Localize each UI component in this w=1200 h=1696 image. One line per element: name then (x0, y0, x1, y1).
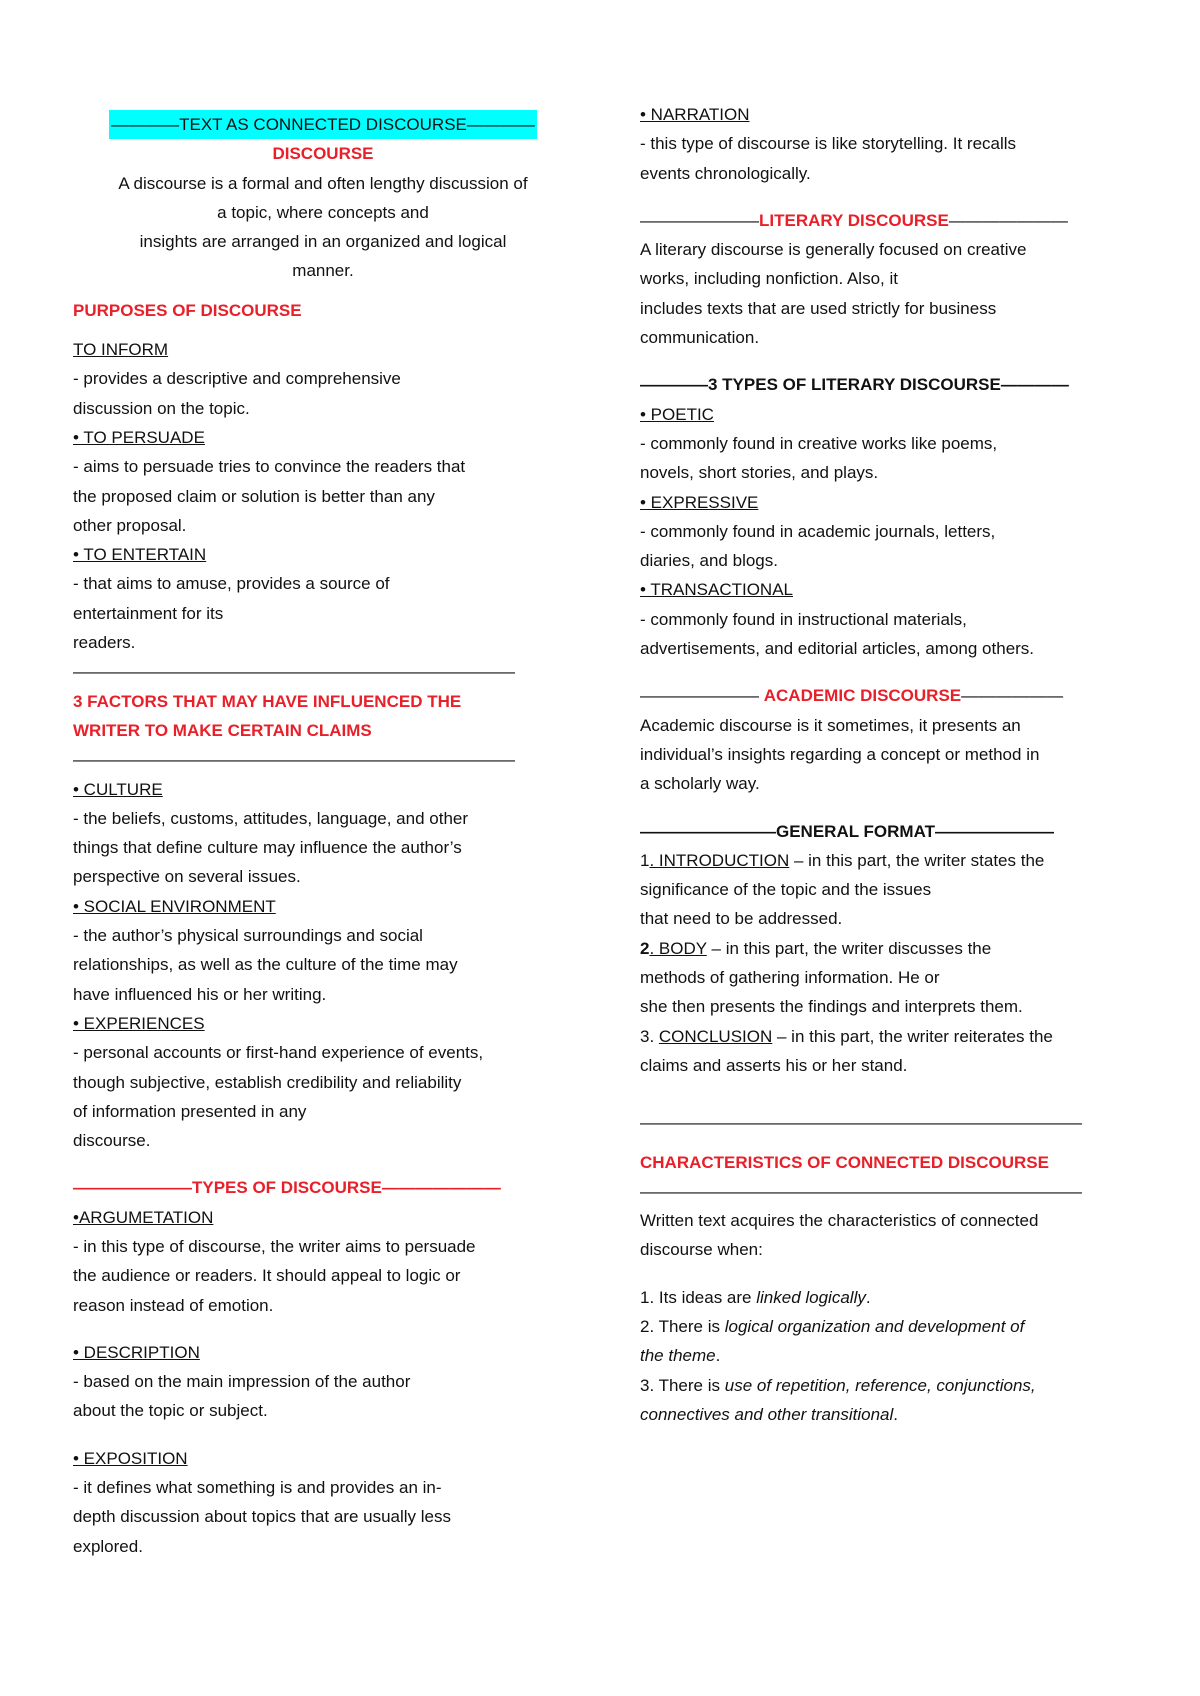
transactional-text: - commonly found in instructional materials, (640, 609, 967, 629)
format-item-text: – in this part, the writer reiterates the (772, 1026, 1053, 1046)
rule-dash: ——————— (948, 210, 1068, 230)
entertain-text: entertainment for its (73, 603, 224, 623)
format-item-body (640, 934, 1140, 963)
divider: —————————————————————————— (640, 1113, 1082, 1133)
format-item-conclusion (640, 1022, 1140, 1051)
purposes-heading: PURPOSES OF DISCOURSE (73, 300, 302, 320)
format-item-text: – in this part, the writer states the (789, 850, 1045, 870)
academic-text: Academic discourse is it sometimes, it presents an (640, 715, 1021, 735)
characteristic-item-cont (640, 1341, 1140, 1370)
expressive-text: - commonly found in academic journals, letters, (640, 521, 996, 541)
description-text: about the topic or subject. (73, 1401, 268, 1421)
academic-heading (640, 681, 1140, 710)
social-text: have influenced his or her writing. (73, 984, 327, 1004)
experiences-text: of information presented in any (73, 1101, 307, 1121)
discourse-def-line: A discourse is a formal and often lengthy discussion of (118, 173, 528, 193)
literary-text: A literary discourse is generally focused on creative (640, 240, 1027, 260)
exposition-text: explored. (73, 1536, 143, 1556)
types-heading: ———————TYPES OF DISCOURSE——————— (73, 1178, 501, 1198)
transactional-text: advertisements, and editorial articles, among others. (640, 639, 1035, 659)
format-item-number: 2 (640, 938, 650, 958)
narration-label: • NARRATION (640, 105, 750, 124)
characteristic-emphasis: use of repetition, reference, conjunctions, (724, 1375, 1036, 1395)
discourse-def-line: manner. (292, 261, 354, 281)
format-item-label: . BODY (649, 938, 707, 958)
literary-heading-text: LITERARY DISCOURSE (759, 210, 949, 230)
persuade-text: - aims to persuade tries to convince the readers that (73, 457, 466, 477)
divider: —————————————————————————— (73, 750, 515, 770)
academic-heading-text: ACADEMIC DISCOURSE (763, 686, 962, 706)
characteristic-emphasis: the theme (640, 1346, 716, 1366)
format-item-number: 3. (640, 1026, 659, 1046)
argumentation-text: reason instead of emotion. (73, 1295, 274, 1315)
three-types-heading: ————3 TYPES OF LITERARY DISCOURSE———— (640, 375, 1069, 395)
left-column (73, 102, 573, 1561)
format-item-text: significance of the topic and the issues (640, 880, 932, 900)
characteristic-text: 2. There is (640, 1316, 725, 1336)
experiences-label: • EXPERIENCES (73, 1013, 205, 1033)
expressive-text: diaries, and blogs. (640, 551, 778, 571)
social-text: relationships, as well as the culture of the time may (73, 955, 458, 975)
poetic-text: - commonly found in creative works like poems, (640, 433, 998, 453)
persuade-text: other proposal. (73, 515, 187, 535)
format-item-text: methods of gathering information. He or (640, 968, 940, 988)
characteristic-emphasis: connectives and other transitional (640, 1404, 894, 1424)
characteristic-emphasis: linked logically (756, 1287, 866, 1307)
persuade-text: the proposed claim or solution is better than any (73, 486, 435, 506)
entertain-text: - that aims to amuse, provides a source of (73, 574, 390, 594)
inform-text: - provides a descriptive and comprehensive (73, 369, 401, 389)
format-item-text: she then presents the findings and interprets them. (640, 997, 1023, 1017)
format-item-label: . INTRODUCTION (649, 850, 790, 870)
inform-text: discussion on the topic. (73, 398, 250, 418)
academic-text: individual’s insights regarding a concept or method in (640, 744, 1040, 764)
characteristic-text: 3. There is (640, 1375, 725, 1395)
literary-text: communication. (640, 328, 760, 348)
narration-text: events chronologically. (640, 163, 811, 183)
right-column (640, 100, 1140, 1429)
characteristics-heading: CHARACTERISTICS OF CONNECTED DISCOURSE (640, 1152, 1049, 1172)
document-title (73, 110, 573, 139)
characteristic-item-cont (640, 1400, 1140, 1429)
divider: —————————————————————————— (73, 662, 515, 682)
argumentation-text: - in this type of discourse, the writer aims to persuade (73, 1236, 476, 1256)
rule-dash: —————— (961, 686, 1064, 706)
characteristic-item (640, 1371, 1140, 1400)
characteristic-text: . (865, 1287, 871, 1307)
characteristics-intro: discourse when: (640, 1240, 763, 1260)
rule-dash: ——————— (640, 210, 759, 230)
description-label: • DESCRIPTION (73, 1342, 200, 1362)
poetic-label: • POETIC (640, 404, 714, 424)
exposition-label: • EXPOSITION (73, 1448, 188, 1468)
factors-heading: 3 FACTORS THAT MAY HAVE INFLUENCED THE (73, 691, 462, 711)
persuade-label: • TO PERSUADE (73, 427, 205, 447)
culture-text: - the beliefs, customs, attitudes, language, and other (73, 808, 469, 828)
argumentation-label: •ARGUMETATION (73, 1207, 214, 1227)
experiences-text: discourse. (73, 1131, 151, 1151)
academic-text: a scholarly way. (640, 774, 760, 794)
rule-dash: ——————— (640, 686, 764, 706)
description-text: - based on the main impression of the author (73, 1372, 411, 1392)
divider: —————————————————————————— (640, 1181, 1082, 1201)
format-item-label: CONCLUSION (658, 1026, 773, 1046)
literary-heading (640, 206, 1140, 235)
discourse-def-line: a topic, where concepts and (217, 202, 429, 222)
transactional-label: • TRANSACTIONAL (640, 580, 793, 600)
culture-text: perspective on several issues. (73, 867, 301, 887)
format-item-text: – in this part, the writer discusses the (706, 938, 992, 958)
literary-text: includes texts that are used strictly for business (640, 298, 997, 318)
factors-heading: WRITER TO MAKE CERTAIN CLAIMS (73, 720, 372, 740)
experiences-text: though subjective, establish credibility and reliability (73, 1072, 462, 1092)
discourse-def-line: insights are arranged in an organized and logical (139, 232, 507, 252)
document-title-text: ————TEXT AS CONNECTED DISCOURSE———— (109, 110, 537, 139)
discourse-heading: DISCOURSE (272, 144, 374, 164)
format-item-introduction (640, 846, 1140, 875)
inform-label: TO INFORM (73, 340, 169, 360)
culture-text: things that define culture may influence the author’s (73, 838, 462, 858)
social-text: - the author’s physical surroundings and social (73, 926, 423, 946)
characteristics-intro: Written text acquires the characteristics of connected (640, 1211, 1039, 1231)
culture-label: • CULTURE (73, 779, 163, 799)
exposition-text: - it defines what something is and provides an in- (73, 1478, 442, 1498)
format-item-text: that need to be addressed. (640, 909, 843, 929)
entertain-text: readers. (73, 633, 136, 653)
expressive-label: • EXPRESSIVE (640, 492, 759, 512)
entertain-label: • TO ENTERTAIN (73, 545, 207, 565)
poetic-text: novels, short stories, and plays. (640, 463, 879, 483)
format-item-text: claims and asserts his or her stand. (640, 1055, 908, 1075)
social-label: • SOCIAL ENVIRONMENT (73, 896, 276, 916)
characteristic-item (640, 1283, 1140, 1312)
exposition-text: depth discussion about topics that are usually less (73, 1507, 452, 1527)
characteristic-text: . (715, 1346, 721, 1366)
characteristic-emphasis: logical organization and development of (724, 1316, 1025, 1336)
characteristic-text: . (893, 1404, 898, 1424)
argumentation-text: the audience or readers. It should appeal to logic or (73, 1266, 461, 1286)
characteristic-text: 1. Its ideas are (640, 1287, 757, 1307)
experiences-text: - personal accounts or first-hand experience of events, (73, 1043, 484, 1063)
narration-text: - this type of discourse is like storytelling. It recalls (640, 134, 1017, 154)
general-format-heading: ————————GENERAL FORMAT——————— (640, 821, 1054, 841)
literary-text: works, including nonfiction. Also, it (640, 269, 898, 289)
format-item-number: 1 (640, 850, 650, 870)
characteristic-item (640, 1312, 1140, 1341)
